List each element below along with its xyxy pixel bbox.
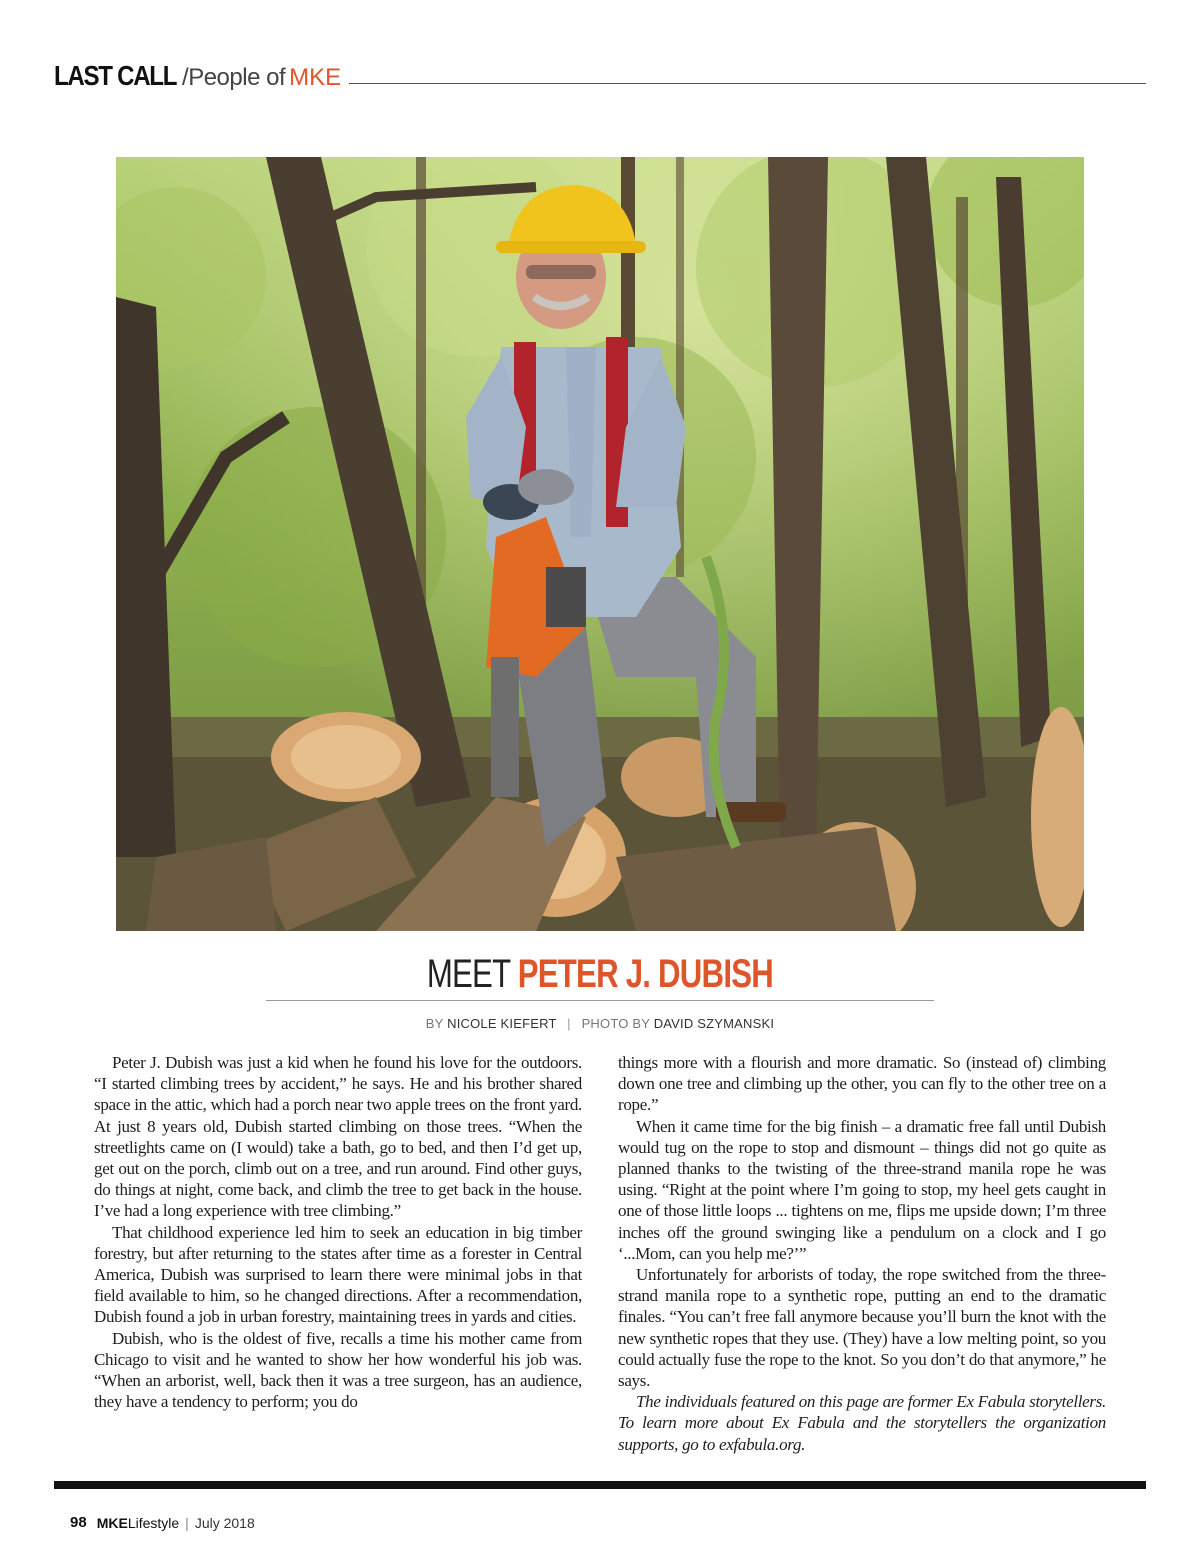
issue-date: July 2018 <box>194 1514 255 1531</box>
byline <box>0 1016 1200 1031</box>
magazine-name <box>97 1515 179 1531</box>
byline-photographer: DAVID SZYMANSKI <box>653 1016 775 1031</box>
page-footer <box>70 1514 255 1531</box>
footer-rule <box>54 1481 1146 1489</box>
section-accent: MKE <box>289 64 342 91</box>
article-paragraph: That childhood experience led him to seek an education in big timber forestry, but after returning to the states after time as a forester in Central America, Dubish was surprised to learn there were minimal jobs in that field available to him, so he changed directions. After a recommendation, Dubish found a job in urban forestry, maintaining trees in yards and cities. <box>94 1222 582 1327</box>
footer-separator: | <box>185 1514 189 1531</box>
article-title <box>0 950 1200 998</box>
byline-photo-label: PHOTO BY <box>581 1016 654 1031</box>
byline-by-label: BY <box>425 1016 448 1031</box>
title-prefix: MEET <box>426 952 518 996</box>
article-column-right <box>618 1052 1106 1455</box>
photo-arborist-illustration <box>116 157 1084 931</box>
magazine-name-bold: MKE <box>96 1514 128 1531</box>
article-italic-note: The individuals featured on this page are former Ex Fabula storytellers. To learn more about Ex Fabula and the storytellers the organization supports, go to exfabula.org. <box>618 1392 1106 1454</box>
section-header <box>54 56 1146 90</box>
magazine-name-rest: Lifestyle <box>127 1514 180 1531</box>
title-name: PETER J. DUBISH <box>517 952 774 996</box>
byline-separator: | <box>567 1016 571 1031</box>
article-paragraph: Peter J. Dubish was just a kid when he found his love for the outdoors. “I started climbing trees by accident,” he says. He and his brother shared space in the attic, which had a porch near two apple trees on the front yard. At just 8 years old, Dubish started climbing on those trees. “When the streetlights came on (I would) take a bath, go to bed, and then I’d get up, get out on the porch, climb out on a tree, and run around. Find other guys, do things at night, come back, and climb the tree to get back in the house. I’ve had a long experience with tree climbing.” <box>94 1053 582 1221</box>
page-number: 98 <box>70 1514 87 1531</box>
article-paragraph: Dubish, who is the oldest of five, recalls a time his mother came from Chicago to visit and he wanted to show her how wonderful his job was. “When an arborist, well, back then it was a tree surgeon, has an audience, they have a tendency to perform; you do <box>94 1328 582 1412</box>
title-rule <box>266 1000 934 1001</box>
section-subtitle: /People of <box>182 64 286 91</box>
section-title: LAST CALL <box>54 60 177 91</box>
byline-author: NICOLE KIEFERT <box>447 1016 557 1031</box>
article-column-left <box>94 1052 582 1412</box>
article-paragraph: When it came time for the big finish – a dramatic free fall until Dubish would tug on the rope to stop and dismount – things did not go quite as planned thanks to the twisting of the three-strand manila rope he was using. “Right at the point where I’m going to stop, my heel gets caught in one of those little loops ... tightens on me, flips me upside down; I’m three inches off the ground swinging like a pendulum on a clock and I go ‘...Mom, can you help me?’” <box>618 1116 1106 1263</box>
feature-photo <box>116 157 1084 931</box>
article-paragraph: Unfortunately for arborists of today, the rope switched from the three-strand manila rope to a synthetic rope, putting an end to the dramatic finales. “You can’t free fall anymore because you’ll burn the knot with the new synthetic ropes that they use. (They) have a low melting point, so you could actually fuse the rope to the knot. So you don’t do that anymore,” he says. <box>618 1265 1106 1391</box>
header-rule <box>349 83 1146 84</box>
article-paragraph-continued: things more with a flourish and more dramatic. So (instead of) climbing down one tree and climbing up the other, you can fly to the other tree on a rope.” <box>618 1053 1106 1115</box>
